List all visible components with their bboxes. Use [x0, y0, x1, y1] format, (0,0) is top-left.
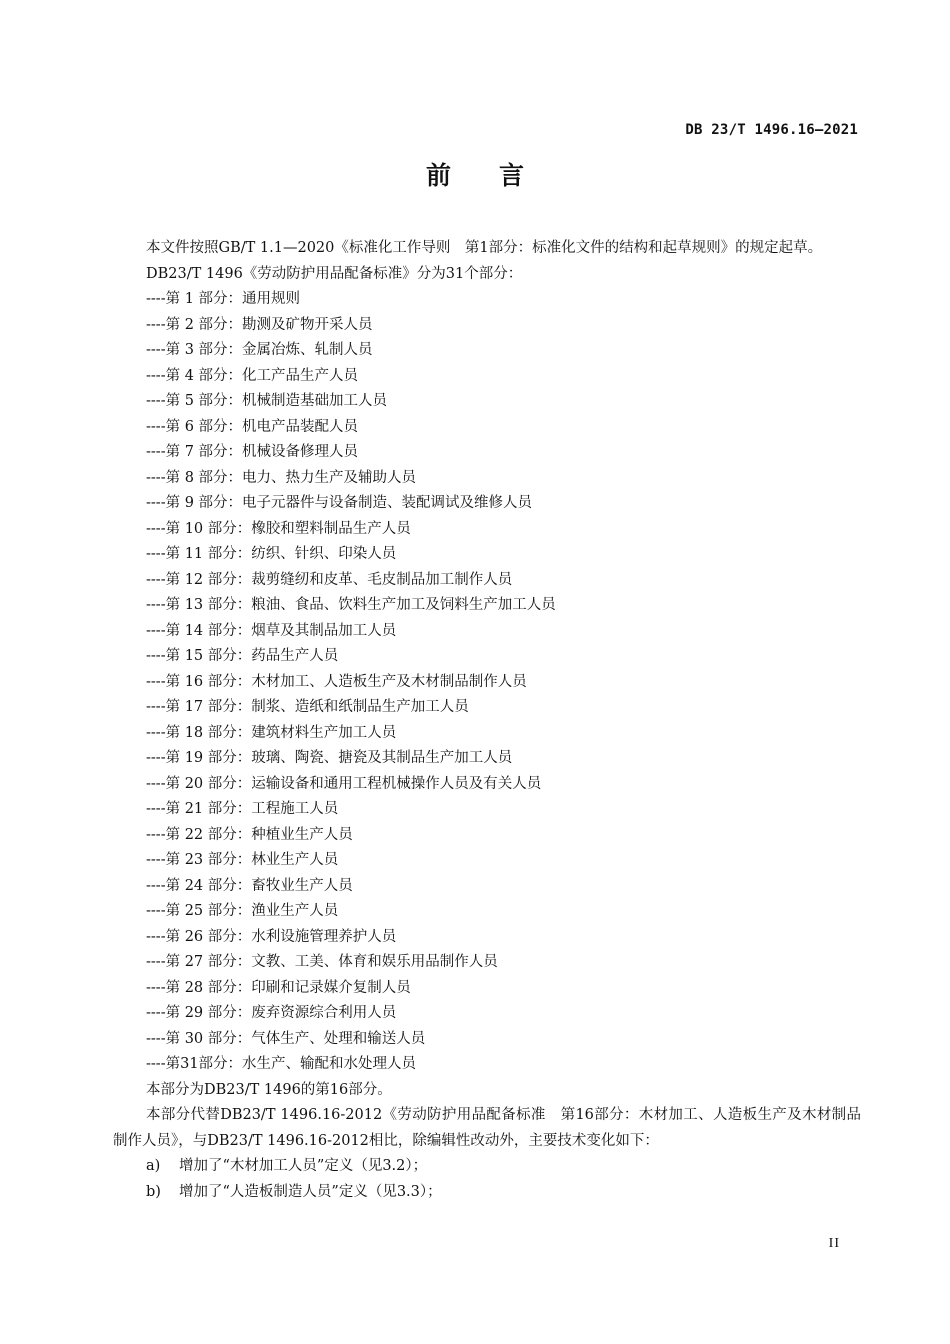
list-item: ----第 1 部分：通用规则	[146, 291, 301, 307]
list-item: ----第 28 部分：印刷和记录媒介复制人员	[146, 979, 411, 996]
list-item	[146, 1180, 861, 1206]
list-item: ----第31部分：水生产、输配和水处理人员	[146, 1056, 417, 1072]
list-item: ----第 2 部分：勘测及矿物开采人员	[146, 316, 373, 333]
page-number: II	[828, 1236, 840, 1251]
list-item: ----第 24 部分：畜牧业生产人员	[146, 877, 353, 894]
part-statement: 本部分为DB23/T 1496的第16部分。	[146, 1081, 392, 1098]
list-item: ----第 13 部分：粮油、食品、饮料生产加工及饲料生产加工人员	[146, 597, 556, 613]
list-item: ----第 20 部分：运输设备和通用工程机械操作人员及有关人员	[146, 775, 542, 792]
list-item: ----第 4 部分：化工产品生产人员	[146, 367, 359, 384]
list-item: ----第 26 部分：水利设施管理养护人员	[146, 928, 397, 945]
list-item: ----第 30 部分：气体生产、处理和输送人员	[146, 1030, 426, 1047]
list-item: ----第 21 部分：工程施工人员	[146, 801, 339, 817]
replacement-paragraph: 本部分代替DB23/T 1496.16-2012《劳动防护用品配备标准 第16部分：木材加工、人造板生产及木材制品制作人员》，与DB23/T 1496.16-2012相比，除编辑性改动外，主要技术变化如下：	[113, 1107, 861, 1149]
list-item: ----第 3 部分：金属冶炼、轧制人员	[146, 342, 373, 358]
list-item: ----第 15 部分：药品生产人员	[146, 648, 339, 664]
parts-list	[113, 287, 861, 1078]
list-item: ----第 16 部分：木材加工、人造板生产及木材制品制作人员	[146, 673, 527, 690]
list-item: ----第 18 部分：建筑材料生产加工人员	[146, 724, 397, 741]
document-code: DB 23/T 1496.16—2021	[685, 122, 858, 138]
list-item	[146, 1154, 861, 1180]
intro-paragraph: 本文件按照GB/T 1.1—2020《标准化工作导则 第1部分：标准化文件的结构和起草规则》的规定起草。	[146, 240, 823, 256]
list-item: ----第 27 部分：文教、工美、体育和娱乐用品制作人员	[146, 954, 498, 970]
list-item: ----第 7 部分：机械设备修理人员	[146, 444, 359, 460]
list-item: ----第 6 部分：机电产品装配人员	[146, 418, 359, 435]
list-item: ----第 29 部分：废弃资源综合利用人员	[146, 1005, 397, 1021]
list-item: ----第 10 部分：橡胶和塑料制品生产人员	[146, 520, 411, 537]
list-item: ----第 23 部分：林业生产人员	[146, 852, 339, 868]
list-item: ----第 19 部分：玻璃、陶瓷、搪瓷及其制品生产加工人员	[146, 750, 513, 766]
list-item: ----第 8 部分：电力、热力生产及辅助人员	[146, 469, 417, 486]
list-item: ----第 22 部分：种植业生产人员	[146, 826, 353, 843]
list-item: ----第 17 部分：制浆、造纸和纸制品生产加工人员	[146, 699, 469, 715]
change-text: 增加了“人造板制造人员”定义（见3.3）；	[179, 1183, 442, 1200]
page-title: 前言	[425, 161, 572, 190]
list-item: ----第 9 部分：电子元器件与设备制造、装配调试及维修人员	[146, 495, 533, 511]
list-item: ----第 11 部分：纺织、针织、印染人员	[146, 546, 397, 562]
list-item: ----第 5 部分：机械制造基础加工人员	[146, 393, 388, 409]
list-item: ----第 25 部分：渔业生产人员	[146, 903, 339, 919]
list-marker: a)	[146, 1158, 161, 1174]
document-body	[113, 236, 861, 1205]
list-item: ----第 12 部分：裁剪缝纫和皮革、毛皮制品加工制作人员	[146, 571, 513, 588]
change-text: 增加了“木材加工人员”定义（见3.2）；	[179, 1158, 428, 1174]
series-paragraph: DB23/T 1496《劳动防护用品配备标准》分为31个部分：	[146, 265, 523, 282]
list-marker: b)	[146, 1183, 161, 1200]
changes-list	[113, 1154, 861, 1205]
list-item: ----第 14 部分：烟草及其制品加工人员	[146, 622, 397, 639]
